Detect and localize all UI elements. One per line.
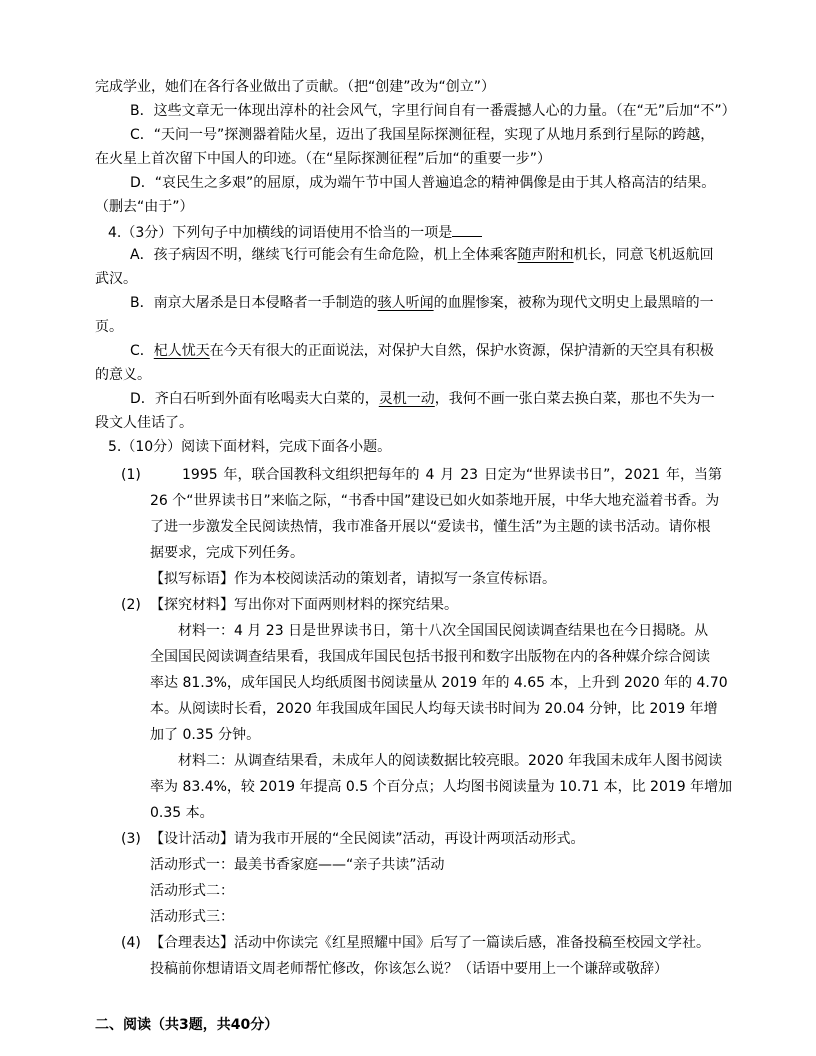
material1-line3: 率达 81.3%，成年国民人均纸质图书阅读量从 2019 年的 4.65 本，上升到 2020 年的 4.70 <box>150 675 728 691</box>
q5-part4-line2: 投稿前你想请语文周老师帮忙修改，你该怎么说？（话语中要用上一个谦辞或敬辞） <box>150 961 668 977</box>
q5-part1-line1: 1995 年，联合国教科文组织把每年的 4 月 23 日定为“世界读书日”，2021 年，当第 <box>182 467 722 483</box>
underlined-word: 骇人听闻 <box>377 295 434 311</box>
q5-stem: 5.（10分）阅读下面材料，完成下面各小题。 <box>108 439 392 455</box>
q4-option-b-line1: B．南京大屠杀是日本侵略者一手制造的骇人听闻的血腥惨案，被称为现代文明史上最黑暗的一 <box>130 295 714 311</box>
q5-part1-task: 【拟写标语】作为本校阅读活动的策划者，请拟写一条宣传标语。 <box>150 571 556 587</box>
q5-part1-line3: 了进一步激发全民阅读热情，我市准备开展以“爱读书，懂生活”为主题的读书活动。请你根 <box>150 519 711 535</box>
q3-option-b: B．这些文章无一体现出淳朴的社会风气，字里行间自有一番震撼人心的力量。（在“无”后加“不”） <box>130 103 736 119</box>
material1-line1: 材料一：4 月 23 日是世界读书日，第十八次全国国民阅读调查结果也在今日揭晓。从 <box>178 623 709 639</box>
q3-option-c-line2: 在火星上首次留下中国人的印迹。（在“星际探测征程”后加“的重要一步”） <box>95 151 552 167</box>
q3-option-d-line1: D．“哀民生之多艰”的屈原，成为端午节中国人普遍追念的精神偶像是由于其人格高洁的结果。 <box>130 175 716 191</box>
material2-line2: 率为 83.4%，较 2019 年提高 0.5 个百分点；人均图书阅读量为 10.71 本，比 2019 年增加 <box>150 779 733 795</box>
q5-part4-number: (4) <box>121 935 141 951</box>
q3-option-d-line2: （删去“由于”） <box>95 199 194 215</box>
q5-part3-task: 【设计活动】请为我市开展的“全民阅读”活动，再设计两项活动形式。 <box>150 831 585 847</box>
q4-option-d-line2: 段文人佳话了。 <box>95 415 193 431</box>
q5-part4-line1: 【合理表达】活动中你读完《红星照耀中国》后写了一篇读后感，准备投稿至校园文学社。 <box>150 935 710 951</box>
material2-line3: 0.35 本。 <box>150 805 214 821</box>
q4-option-a-line1: A．孩子病因不明，继续飞行可能会有生命危险，机上全体乘客随声附和机长，同意飞机返航回 <box>130 247 714 263</box>
material1-line5: 加了 0.35 分钟。 <box>150 727 261 743</box>
underlined-word: 杞人忧天 <box>153 343 210 359</box>
activity-form-2[interactable]: 活动形式二： <box>150 883 234 899</box>
q5-part1-line4: 据要求，完成下列任务。 <box>150 545 304 561</box>
q5-part1-line2: 26 个“世界读书日”来临之际，“书香中国”建设已如火如荼地开展，中华大地充溢着书香。为 <box>150 493 720 509</box>
q5-part2-task: 【探究材料】写出你对下面两则材料的探究结果。 <box>150 597 458 613</box>
q3-option-a-tail: 完成学业，她们在各行各业做出了贡献。（把“创建”改为“创立”） <box>95 79 496 95</box>
q4-option-d-line1: D．齐白石听到外面有吆喝卖大白菜的，灵机一动，我何不画一张白菜去换白菜，那也不失为一 <box>130 391 715 407</box>
section-heading: 二、阅读（共3题，共40分） <box>95 1017 279 1033</box>
q4-option-b-line2: 页。 <box>95 319 123 335</box>
q5-part3-number: (3) <box>121 831 141 847</box>
activity-form-1: 活动形式一：最美书香家庭——“亲子共读”活动 <box>150 857 445 873</box>
activity-form-3[interactable]: 活动形式三： <box>150 909 234 925</box>
answer-blank[interactable] <box>452 220 482 237</box>
q5-part2-number: (2) <box>121 597 141 613</box>
material2-line1: 材料二：从调查结果看，未成年人的阅读数据比较亮眼。2020 年我国未成年人图书阅读 <box>178 753 723 769</box>
q3-option-c-line1: C．“天问一号”探测器着陆火星，迈出了我国星际探测征程，实现了从地月系到行星际的跨越， <box>130 127 715 143</box>
q5-part1-number: (1) <box>121 467 141 483</box>
underlined-word: 灵机一动 <box>378 391 435 407</box>
q4-stem: 4.（3分）下列句子中加横线的词语使用不恰当的一项是 <box>108 220 482 242</box>
material1-line2: 全国国民阅读调查结果看，我国成年国民包括书报刊和数字出版物在内的各种媒介综合阅读 <box>150 649 710 665</box>
q4-option-c-line2: 的意义。 <box>95 367 151 383</box>
material1-line4: 本。从阅读时长看，2020 年我国成年国民人均每天读书时间为 20.04 分钟，比 2019 年增 <box>150 701 718 717</box>
q4-option-c-line1: C．杞人忧天在今天有很大的正面说法，对保护大自然，保护水资源，保护清新的天空具有积极 <box>130 343 714 359</box>
q4-option-a-line2: 武汉。 <box>95 271 137 287</box>
underlined-word: 随声附和 <box>517 247 574 263</box>
